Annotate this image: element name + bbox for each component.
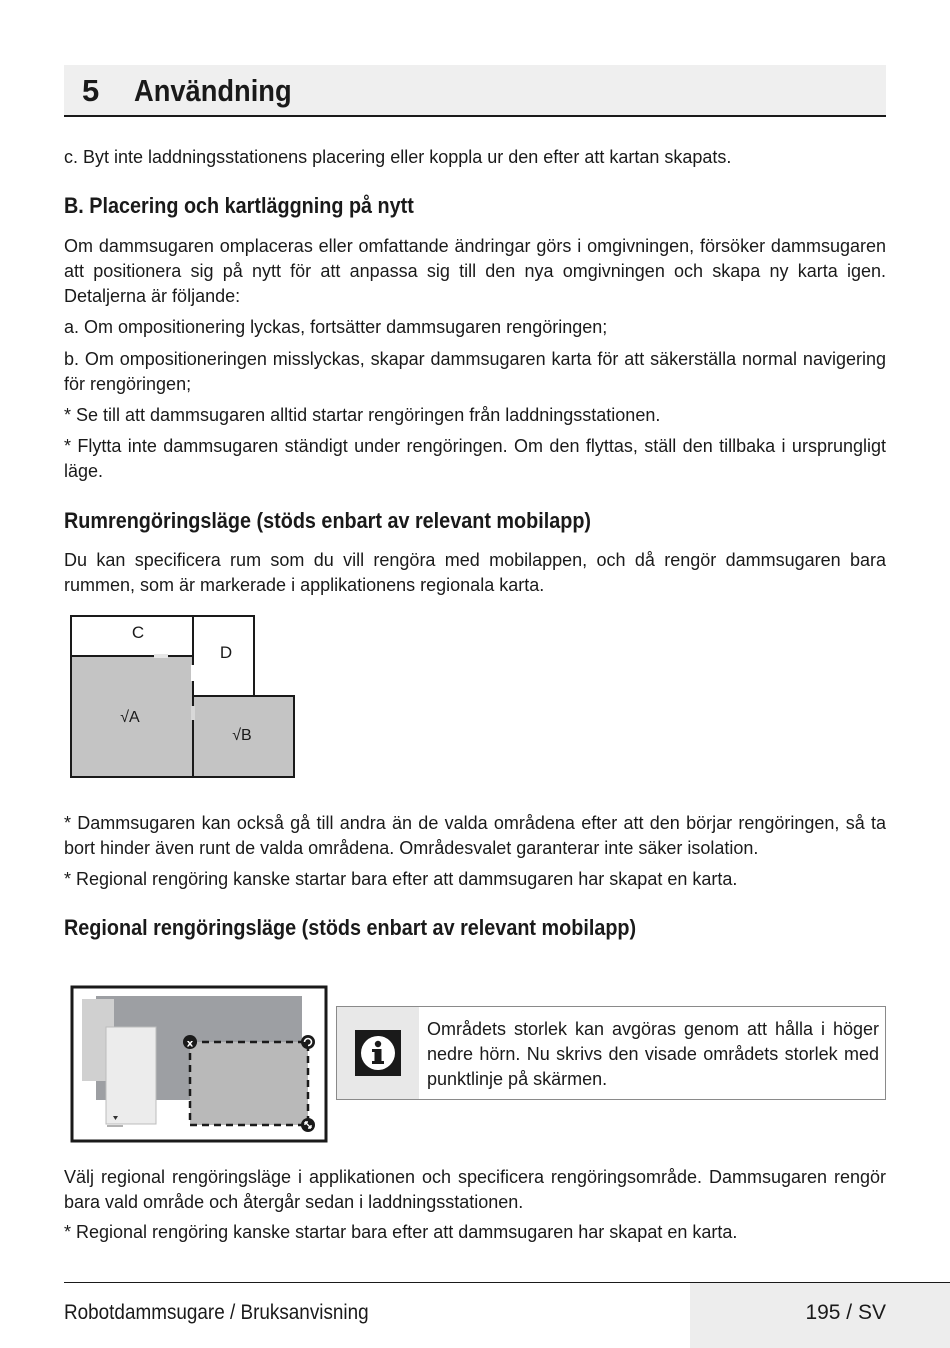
footer-page-number: 195 / SV xyxy=(805,1301,886,1324)
room-mode-note-1: * Dammsugaren kan också gå till andra än de valda områdena efter att den börjar rengöringen, så ta bort hinder även runt de valda områdena. Områdesvalet garanterar inte säker isolation. xyxy=(64,813,886,858)
info-box xyxy=(336,1006,886,1100)
section-b-heading: B. Placering och kartläggning på nytt xyxy=(64,193,414,218)
section-b-note-2: * Flytta inte dammsugaren ständigt under rengöringen. Om den flyttas, ställ den tillbaka i ursprungligt läge. xyxy=(64,436,886,481)
room-c-label: C xyxy=(131,623,145,642)
section-b-item-b: b. Om ompositioneringen misslyckas, skapar dammsugaren karta för att säkerställa normal navigering för rengöringen; xyxy=(64,349,886,394)
room-a-label: √A xyxy=(120,709,140,726)
info-icon-cell xyxy=(337,1007,419,1099)
room-mode-heading: Rumrengöringsläge (stöds enbart av relevant mobilapp) xyxy=(64,508,592,533)
map-white-room xyxy=(106,1027,156,1124)
chapter-header xyxy=(64,65,886,117)
regional-mode-paragraph: Välj regional rengöringsläge i applikationen och specificera rengöringsområde. Dammsugaren rengör bara vald område och återgår sedan i laddningsstationen. xyxy=(64,1167,886,1212)
info-text: Områdets storlek kan avgöras genom att hålla i höger nedre hörn. Nu skrivs den visade områdets storlek med punktlinje på skärmen. xyxy=(427,1019,879,1089)
section-b-note-1: * Se till att dammsugaren alltid startar rengöringen från laddningsstationen. xyxy=(64,405,661,425)
close-icon: x xyxy=(186,1038,194,1050)
chapter-number: 5 xyxy=(82,73,100,108)
intro-c: c. Byt inte laddningsstationens placering eller koppla ur den efter att kartan skapats. xyxy=(64,147,732,167)
rotate-region-handle[interactable] xyxy=(301,1035,315,1049)
door-c-a xyxy=(154,654,168,658)
room-mode-note-2: * Regional rengöring kanske startar bara efter att dammsugaren har skapat en karta. xyxy=(64,869,738,889)
door-a-d xyxy=(191,665,195,681)
info-icon xyxy=(337,1007,419,1099)
section-b-paragraph: Om dammsugaren omplaceras eller omfattande ändringar görs i omgivningen, försöker dammsugaren att positionera sig på nytt för att anpassa sig till den nya omgivningen och skapa ny karta igen. Detaljerna är följande: xyxy=(64,236,886,306)
footer-title: Robotdammsugare / Bruksanvisning xyxy=(64,1301,369,1324)
room-d-label: D xyxy=(219,643,233,662)
room-mode-paragraph: Du kan specificera rum som du vill rengöra med mobilappen, och då rengör dammsugaren bara rummen, som är markerade i applikationens regionala karta. xyxy=(64,550,886,595)
section-b-item-a: a. Om ompositionering lyckas, fortsätter dammsugaren rengöringen; xyxy=(64,317,608,337)
chapter-title: Användning xyxy=(134,73,292,108)
regional-mode-note: * Regional rengöring kanske startar bara efter att dammsugaren har skapat en karta. xyxy=(64,1222,738,1242)
door-a-b xyxy=(191,706,195,720)
regional-map-figure xyxy=(70,985,328,1143)
room-map-figure xyxy=(68,613,300,781)
regional-mode-heading: Regional rengöringsläge (stöds enbart av relevant mobilapp) xyxy=(64,915,637,940)
selected-region[interactable] xyxy=(190,1042,308,1125)
room-b-label: √B xyxy=(232,727,252,744)
